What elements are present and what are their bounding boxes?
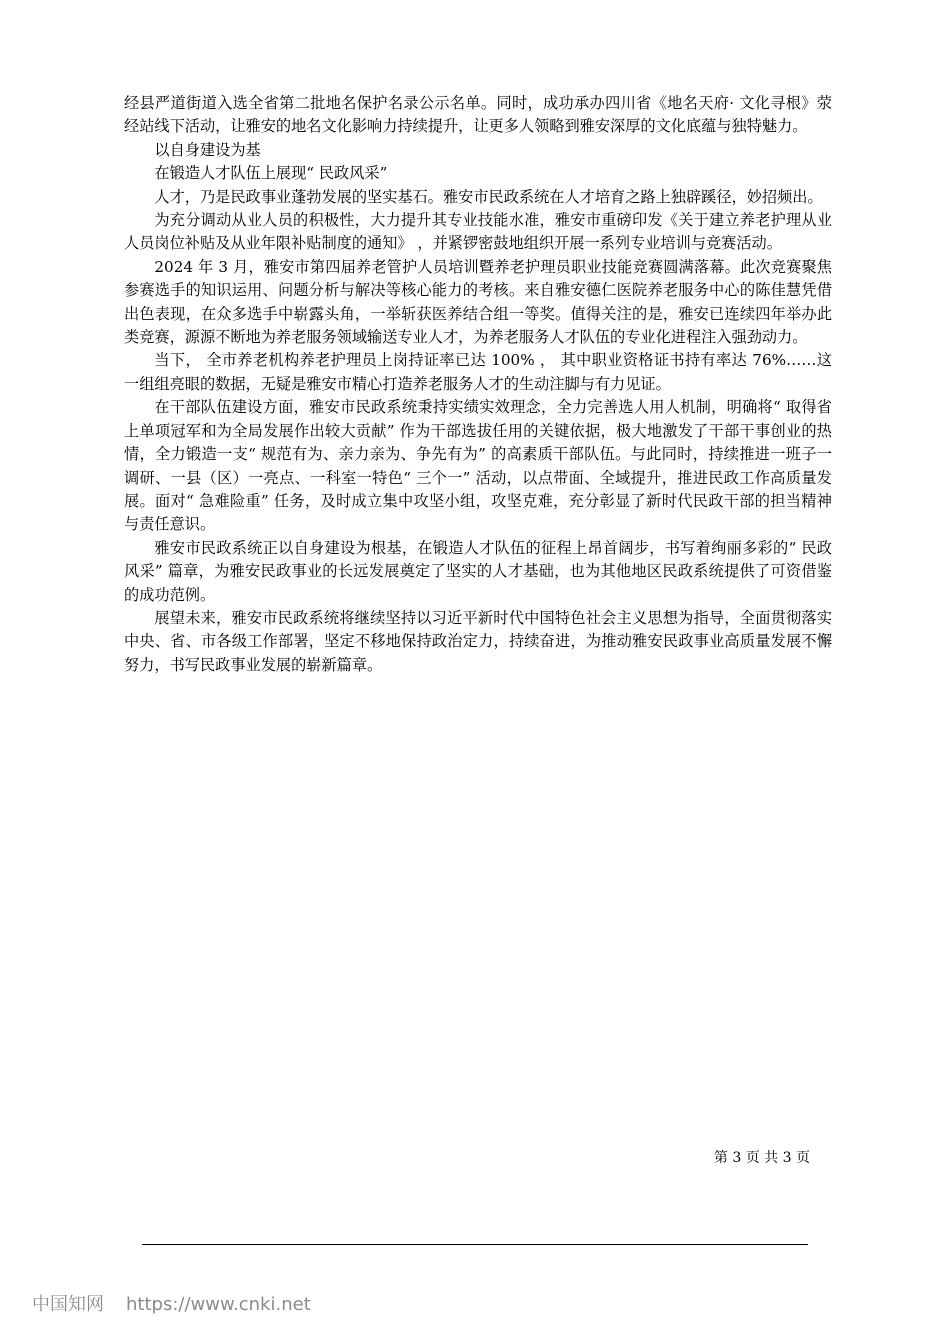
paragraph: 人才，乃是民政事业蓬勃发展的坚实基石。雅安市民政系统在人才培育之路上独辟蹊径，妙招频出。 (154, 187, 823, 206)
paragraph: 在干部队伍建设方面，雅安市民政系统秉持实绩实效理念，全力完善选人用人机制，明确将“ 取得省上单项冠军和为全局发展作出较大贡献” 作为干部选拔任用的关键依据，极大地激发了干部干事创业的热情，全力锻造一支“ 规范有为、亲力亲为、争先有为” 的高素质干部队伍。与此同时，持续推进一班子一调研、一县（区）一亮点、一科室一特色“ 三个一” 活动，以点带面、全域提升，推进民政工作高质量发展。面对“ 急难险重” 任务，及时成立集中攻坚小组，攻坚克难，充分彰显了新时代民政干部的担当精神与责任意识。 (124, 398, 832, 534)
paragraph: 展望未来，雅安市民政系统将继续坚持以习近平新时代中国特色社会主义思想为指导，全面贯彻落实中央、省、市各级工作部署，坚定不移地保持政治定力，持续奋进，为推动雅安民政事业高质量发展不懈努力，书写民政事业发展的崭新篇章。 (124, 608, 832, 674)
section-heading-line-1: 以自身建设为基 (154, 140, 261, 159)
page-number: 第 3 页 共 3 页 (713, 1150, 810, 1166)
paragraph: 当下， 全市养老机构养老护理员上岗持证率已达 100% ， 其中职业资格证书持有率达 76%……这一组组亮眼的数据，无疑是雅安市精心打造养老服务人才的生动注脚与有力见证。 (124, 351, 832, 393)
footer-divider (142, 1244, 808, 1245)
paragraph-continued: 经县严道街道入选全省第二批地名保护名录公示名单。同时，成功承办四川省《地名天府· 文化寻根》荥经站线下活动，让雅安的地名文化影响力持续提升，让更多人领略到雅安深厚的文化底蕴与独特魅力。 (124, 94, 832, 136)
cnki-watermark (32, 1292, 311, 1318)
section-heading-line-2: 在锻造人才队伍上展现“ 民政风采” (154, 164, 388, 183)
paragraph: 2024 年 3 月，雅安市第四届养老管护人员培训暨养老护理员职业技能竞赛圆满落幕。此次竞赛聚焦参赛选手的知识运用、问题分析与解决等核心能力的考核。来自雅安德仁医院养老服务中心的陈佳慧凭借出色表现，在众多选手中崭露头角，一举斩获医养结合组一等奖。值得关注的是，雅安已连续四年举办此类竞赛，源源不断地为养老服务领域输送专业人才，为养老服务人才队伍的专业化进程注入强劲动力。 (124, 257, 832, 347)
watermark-url: https://www.cnki.net (126, 1294, 311, 1315)
paragraph: 为充分调动从业人员的积极性，大力提升其专业技能水准，雅安市重磅印发《关于建立养老护理从业人员岗位补贴及从业年限补贴制度的通知》 ，并紧锣密鼓地组织开展一系列专业培训与竞赛活动。 (124, 211, 832, 253)
article-body (124, 92, 832, 677)
paragraph: 雅安市民政系统正以自身建设为根基，在锻造人才队伍的征程上昂首阔步，书写着绚丽多彩的“ 民政风采” 篇章，为雅安民政事业的长远发展奠定了坚实的人才基础，也为其他地区民政系统提供了可资借鉴的成功范例。 (124, 538, 832, 604)
watermark-brand: 中国知网 (32, 1294, 104, 1315)
